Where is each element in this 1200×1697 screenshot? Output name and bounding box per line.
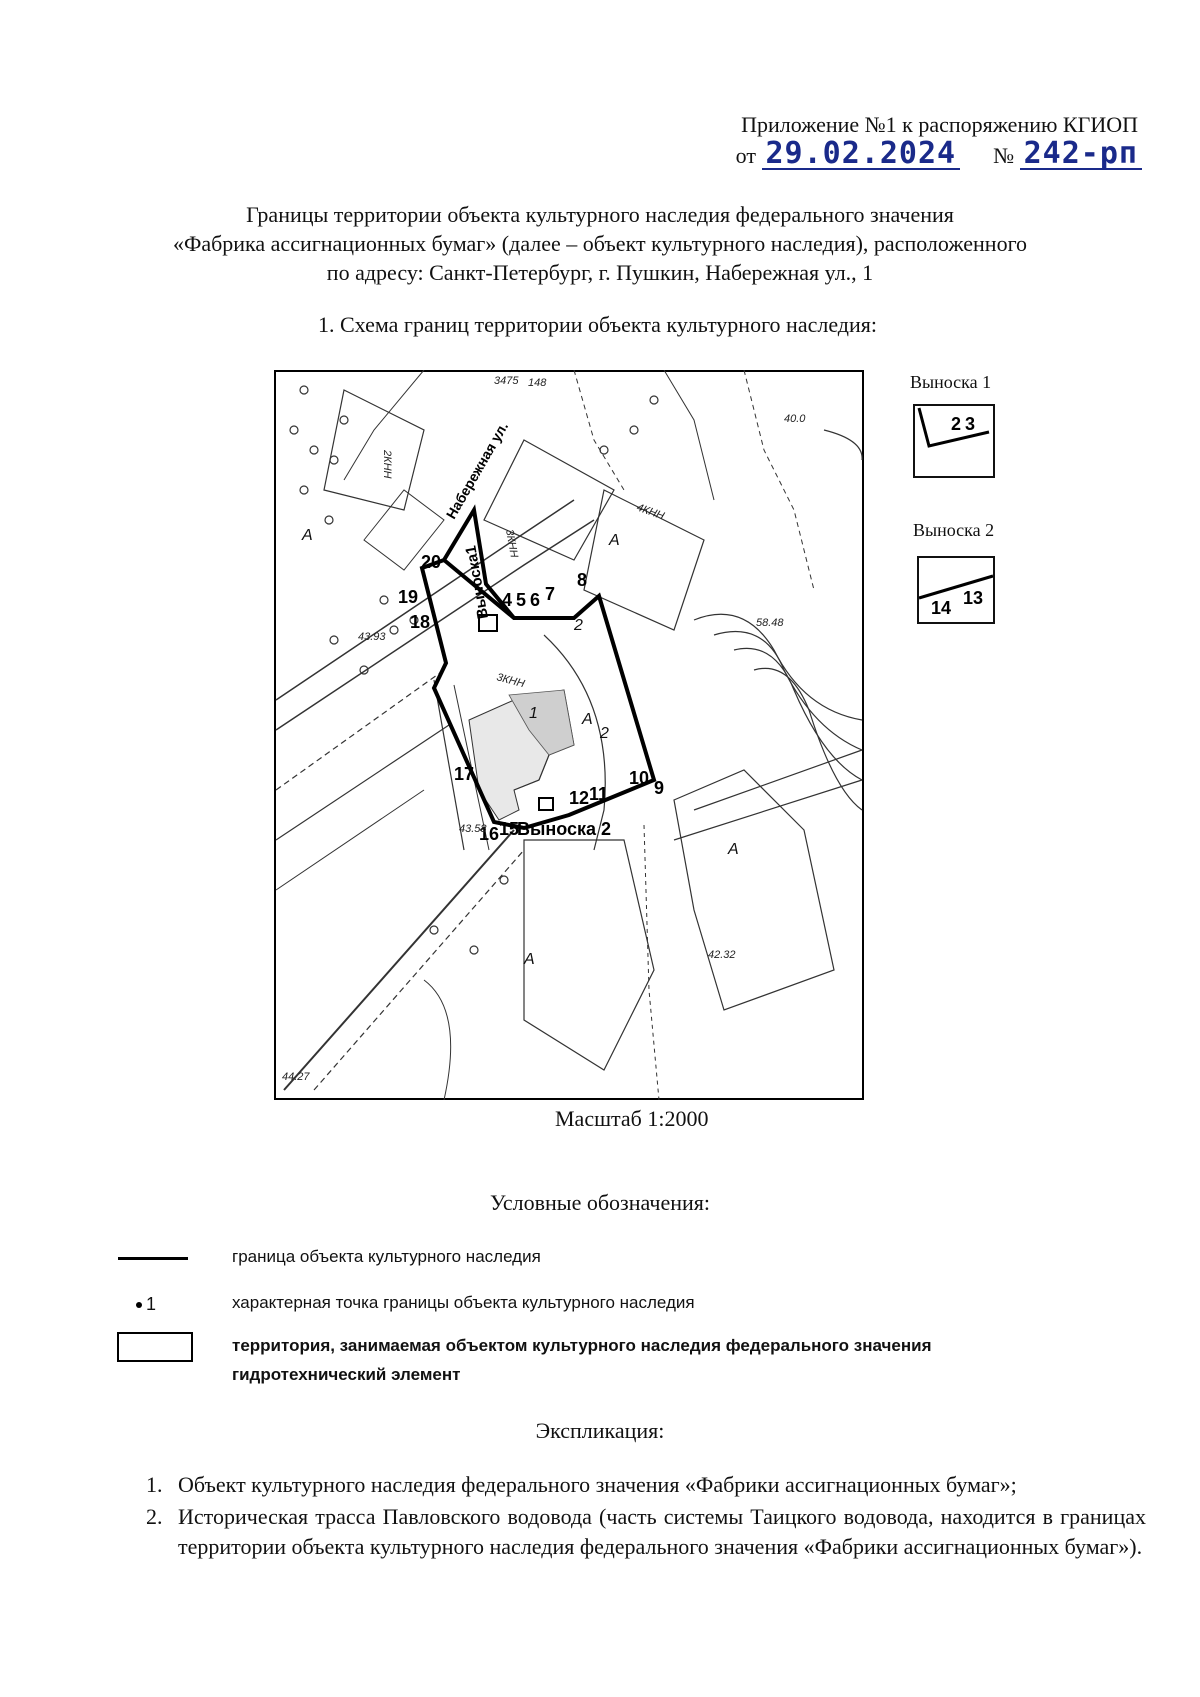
map-height-mark: 43.93: [358, 631, 386, 643]
legend-title: Условные обозначения:: [489, 1190, 711, 1215]
legend-territory-text: территория, занимаемая объектом культурного наследия федерального значения: [232, 1336, 932, 1355]
callout1-point-3: 3: [965, 414, 976, 434]
map-point-11: 11: [589, 784, 609, 804]
callout2-title: Выноска 2: [913, 520, 995, 540]
order-date-number: [735, 136, 1142, 171]
callout1-point-2: 2: [951, 414, 962, 434]
callout2-diagram: [919, 558, 993, 622]
map-point-16: 16: [479, 824, 500, 844]
document-title: [0, 200, 1200, 287]
legend-line-symbol: [118, 1257, 188, 1260]
map-point-19: 19: [398, 587, 419, 607]
map-area-code: 2: [600, 725, 609, 742]
callout2-marker: [539, 798, 553, 810]
title-line-3: по адресу: Санкт-Петербург, г. Пушкин, Набережная ул., 1: [326, 260, 874, 285]
map-height-mark: 40.0: [784, 413, 806, 425]
map-point-9: 9: [654, 778, 665, 798]
title-line-1: Границы территории объекта культурного наследия федерального значения: [246, 202, 954, 227]
map-building-code: 2КНН: [381, 450, 393, 479]
callout2-box: [917, 556, 995, 624]
map-height-mark: 148: [528, 377, 547, 389]
map-point-15: 15: [499, 819, 520, 839]
order-number: 242-рп: [1020, 140, 1142, 170]
legend-boundary-text: граница объекта культурного наследия: [232, 1247, 541, 1266]
map-height-mark: 43.58: [459, 823, 487, 835]
callout2-point-13: 13: [963, 588, 984, 608]
callout1-title: Выноска 1: [910, 372, 992, 392]
explication-item: [146, 1470, 1146, 1500]
map-point-10: 10: [629, 768, 650, 788]
callout2-point-14: 14: [931, 598, 952, 618]
map-building-code: 3КНН: [503, 528, 520, 559]
explication-list: [146, 1470, 1146, 1562]
map-callout1-label: Выноска1: [462, 544, 492, 621]
map-point-4: 4: [502, 590, 513, 610]
map-height-mark: 42.32: [708, 949, 736, 961]
map-area-code: 2: [574, 617, 583, 634]
map-area-code: 1: [529, 705, 538, 722]
map-point-17: 17: [454, 764, 475, 784]
explication-number: 1.: [146, 1472, 163, 1497]
map-point-6: 6: [530, 590, 541, 610]
number-prefix: №: [993, 143, 1015, 168]
map-point-18: 18: [410, 612, 431, 632]
explication-number: 2.: [146, 1504, 163, 1529]
explication-item: [146, 1502, 1146, 1562]
callout1-box: [913, 404, 995, 478]
map-area-code: А: [728, 841, 739, 858]
legend-point-text: характерная точка границы объекта культурного наследия: [232, 1293, 695, 1312]
map-street-label: Набережная ул.: [442, 419, 512, 522]
legend-territory-symbol: [117, 1332, 193, 1362]
map-area-code: А: [302, 527, 313, 544]
map-point-8: 8: [577, 570, 588, 590]
map-area-code: А: [582, 711, 593, 728]
boundary-map: [274, 370, 864, 1100]
explication-title: Экспликация:: [535, 1418, 665, 1443]
map-point-5: 5: [516, 590, 527, 610]
map-height-mark: 44.27: [282, 1071, 310, 1083]
callout1-diagram: [915, 406, 993, 476]
map-number-label: 3475: [494, 375, 519, 387]
legend-hydro-text: гидротехнический элемент: [232, 1365, 461, 1384]
section-scheme-heading: 1. Схема границ территории объекта культурного наследия:: [318, 312, 878, 337]
order-date: 29.02.2024: [762, 140, 961, 170]
map-height-mark: 58.48: [756, 617, 784, 629]
map-area-code: А: [609, 532, 620, 549]
map-point-12: 12: [569, 788, 590, 808]
title-line-2: «Фабрика ассигнационных бумаг» (далее – объект культурного наследия), расположенного: [172, 231, 1028, 256]
map-point-7: 7: [545, 584, 556, 604]
map-building-code: 4КНН: [634, 501, 666, 523]
appendix-title: Приложение №1 к распоряжению КГИОП: [741, 112, 1138, 137]
legend-point-symbol: [136, 1294, 156, 1315]
explication-text: Объект культурного наследия федерального значения «Фабрики ассигнационных бумаг»;: [178, 1472, 1017, 1497]
explication-text: Историческая трасса Павловского водовода (часть системы Таицкого водовода, находится в границах территории объекта культурного наследия федерального значения «Фабрики ассигнационных бумаг»).: [178, 1504, 1146, 1559]
map-point-20: 20: [421, 552, 442, 572]
legend-dot-icon: [136, 1302, 142, 1308]
date-prefix: от: [735, 143, 756, 168]
map-area-code: А: [524, 951, 535, 968]
legend-point-number: 1: [146, 1294, 157, 1314]
map-callout2-label: Выноска 2: [517, 819, 612, 839]
map-scale: Масштаб 1:2000: [555, 1106, 709, 1131]
map-building-code: 3КНН: [495, 671, 526, 691]
